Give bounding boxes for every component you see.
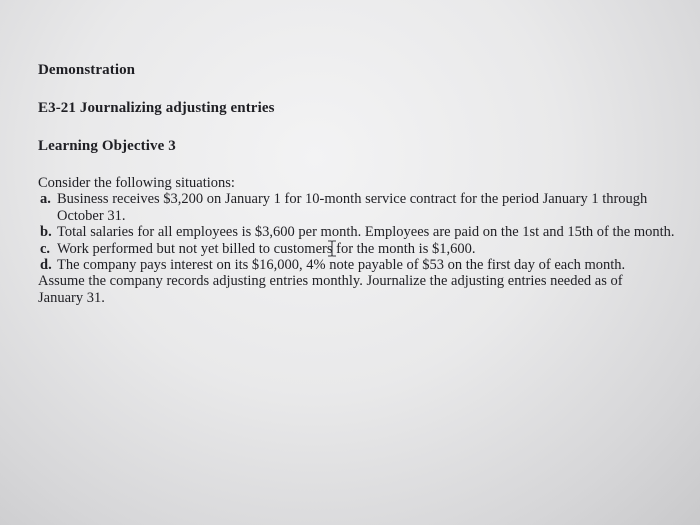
item-letter: a. xyxy=(40,191,51,208)
situation-item-c xyxy=(38,241,678,257)
item-letter: c. xyxy=(40,240,51,257)
situation-item-b xyxy=(38,224,678,240)
item-text: Business receives $3,200 on January 1 for 10-month service contract for the period January 1 through October 31. xyxy=(57,191,648,224)
situation-item-d xyxy=(38,257,678,273)
item-text: The company pays interest on its $16,000, 4% note payable of $53 on the first day of each month. xyxy=(57,257,626,274)
learning-objective: Learning Objective 3 xyxy=(38,138,176,154)
situation-item-a xyxy=(38,191,678,224)
item-text-start: Work performed but not yet billed to customers xyxy=(57,240,333,257)
situation-list xyxy=(38,191,678,273)
item-letter: b. xyxy=(40,224,52,241)
item-letter: d. xyxy=(40,257,52,274)
problem-intro: Consider the following situations: xyxy=(38,175,235,191)
item-text-end: for the month is $1,600. xyxy=(332,240,476,257)
problem-instructions: Assume the company records adjusting entries monthly. Journalize the adjusting entries needed as of January 31. xyxy=(38,273,623,306)
problem-body xyxy=(38,175,678,306)
section-label: Demonstration xyxy=(38,62,136,78)
item-text: Total salaries for all employees is $3,600 per month. Employees are paid on the 1st and 15th of the month. xyxy=(57,224,675,241)
exercise-title: E3-21 Journalizing adjusting entries xyxy=(38,100,275,116)
